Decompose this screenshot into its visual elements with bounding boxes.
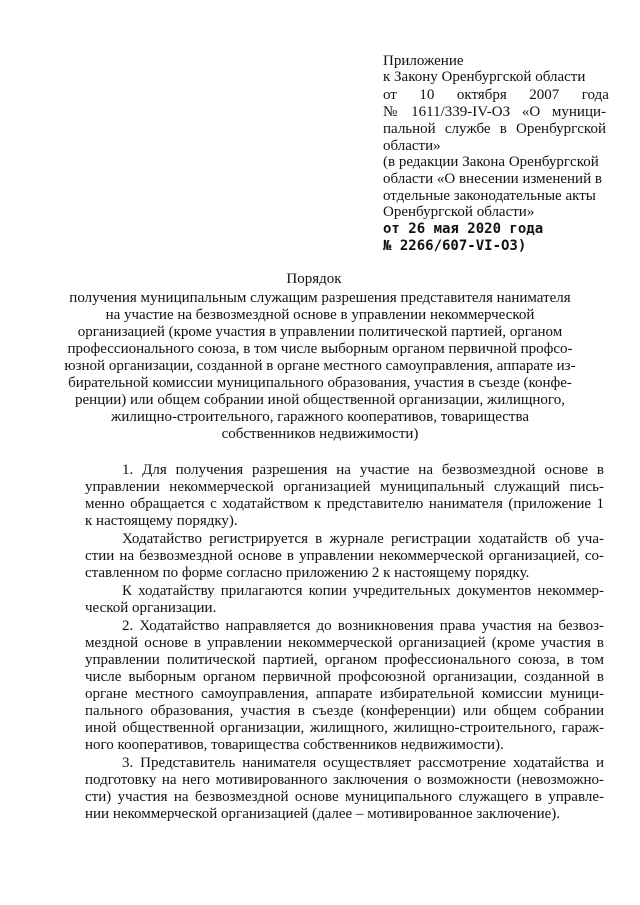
paragraph-line: нии некоммерческой организацией (далее – мотивированное заключение). — [85, 806, 561, 822]
paragraph-line: К ходатайству прилагаются копии учредительных документов некоммер- — [122, 583, 604, 599]
header-date-line: от 26 мая 2020 года — [383, 221, 544, 237]
paragraph-line: ческой организации. — [85, 600, 217, 616]
title-line: жилищно-строительного, гаражного кооперативов, товарищества — [110, 409, 530, 425]
paragraph-line: 1. Для получения разрешения на участие на безвозмездной основе в — [122, 462, 604, 478]
paragraph-line: управлении политической партией, органом профессионального союза, в том — [85, 652, 604, 668]
title-line: бирательной комиссии муниципального образования, участия в съезде (конфе- — [68, 375, 572, 391]
paragraph-line: стии на безвозмездной основе в управлении некоммерческой организацией, со- — [85, 548, 604, 564]
title-heading: Порядок — [286, 271, 342, 287]
header-line: Оренбургской области» — [383, 204, 535, 220]
header-line: к Закону Оренбургской области — [383, 69, 586, 85]
paragraph-line: ного кооперативов, товарищества собственников недвижимости). — [85, 737, 504, 753]
paragraph-line: ставленном по форме согласно приложению 2 к настоящему порядку. — [85, 565, 530, 581]
title-line: ренции) или общем собрании иной общественной организации, жилищного, — [75, 392, 565, 408]
paragraph-line: числе выборным органом первичной профсоюзной организации, созданной в — [85, 669, 604, 685]
header-line: от 10 октября 2007 года — [383, 87, 609, 103]
paragraph-line: органе местного самоуправления, аппарате избирательной комиссии муници- — [85, 686, 604, 702]
paragraph-line: 2. Ходатайство направляется до возникновения права участия на безвоз- — [122, 618, 604, 634]
paragraph-line: менно обращается с ходатайством к представителю нанимателя (приложение 1 — [85, 496, 604, 512]
paragraph-line: подготовку на него мотивированного заключения о возможности (невозможно- — [85, 772, 604, 788]
title-line: юзной организации, созданной в органе местного самоуправления, аппарате из- — [64, 358, 576, 374]
paragraph-line: к настоящему порядку). — [85, 513, 238, 529]
title-line: собственников недвижимости) — [221, 426, 419, 442]
header-line: пальной службе в Оренбургской — [383, 121, 606, 137]
title-line: получения муниципальным служащим разрешения представителя нанимателя — [69, 290, 571, 306]
title-line: профессионального союза, в том числе выборным органом первичной профсо- — [67, 341, 573, 357]
paragraph-line: сти) участия на безвозмездной основе муниципального служащего в управле- — [85, 789, 604, 805]
paragraph-line: 3. Представитель нанимателя осуществляет рассмотрение ходатайства и — [122, 755, 604, 771]
header-line: № 1611/339-IV-ОЗ «О муници- — [383, 104, 606, 120]
header-line: (в редакции Закона Оренбургской — [383, 154, 599, 170]
paragraph-line: мездной основе в управлении некоммерческой организацией (кроме участия в — [85, 635, 604, 651]
header-line: области» — [383, 138, 441, 154]
paragraph-line: управлении некоммерческой организацией муниципальный служащий пись- — [85, 479, 604, 495]
header-line: Приложение — [383, 53, 464, 69]
header-line: области «О внесении изменений в — [383, 171, 602, 187]
header-law-number-line: № 2266/607-VI-ОЗ) — [383, 238, 527, 254]
paragraph-line: пального образования, участия в съезде (конференции) или общем собрании — [85, 703, 604, 719]
paragraph-line: Ходатайство регистрируется в журнале регистрации ходатайств об уча- — [122, 531, 604, 547]
title-line: на участие на безвозмездной основе в управлении некоммерческой — [105, 307, 535, 323]
title-line: организацией (кроме участия в управлении политической партией, органом — [77, 324, 563, 340]
header-line: отдельные законодательные акты — [383, 188, 596, 204]
paragraph-line: иной общественной организации, жилищного, жилищно-строительного, гараж- — [85, 720, 604, 736]
